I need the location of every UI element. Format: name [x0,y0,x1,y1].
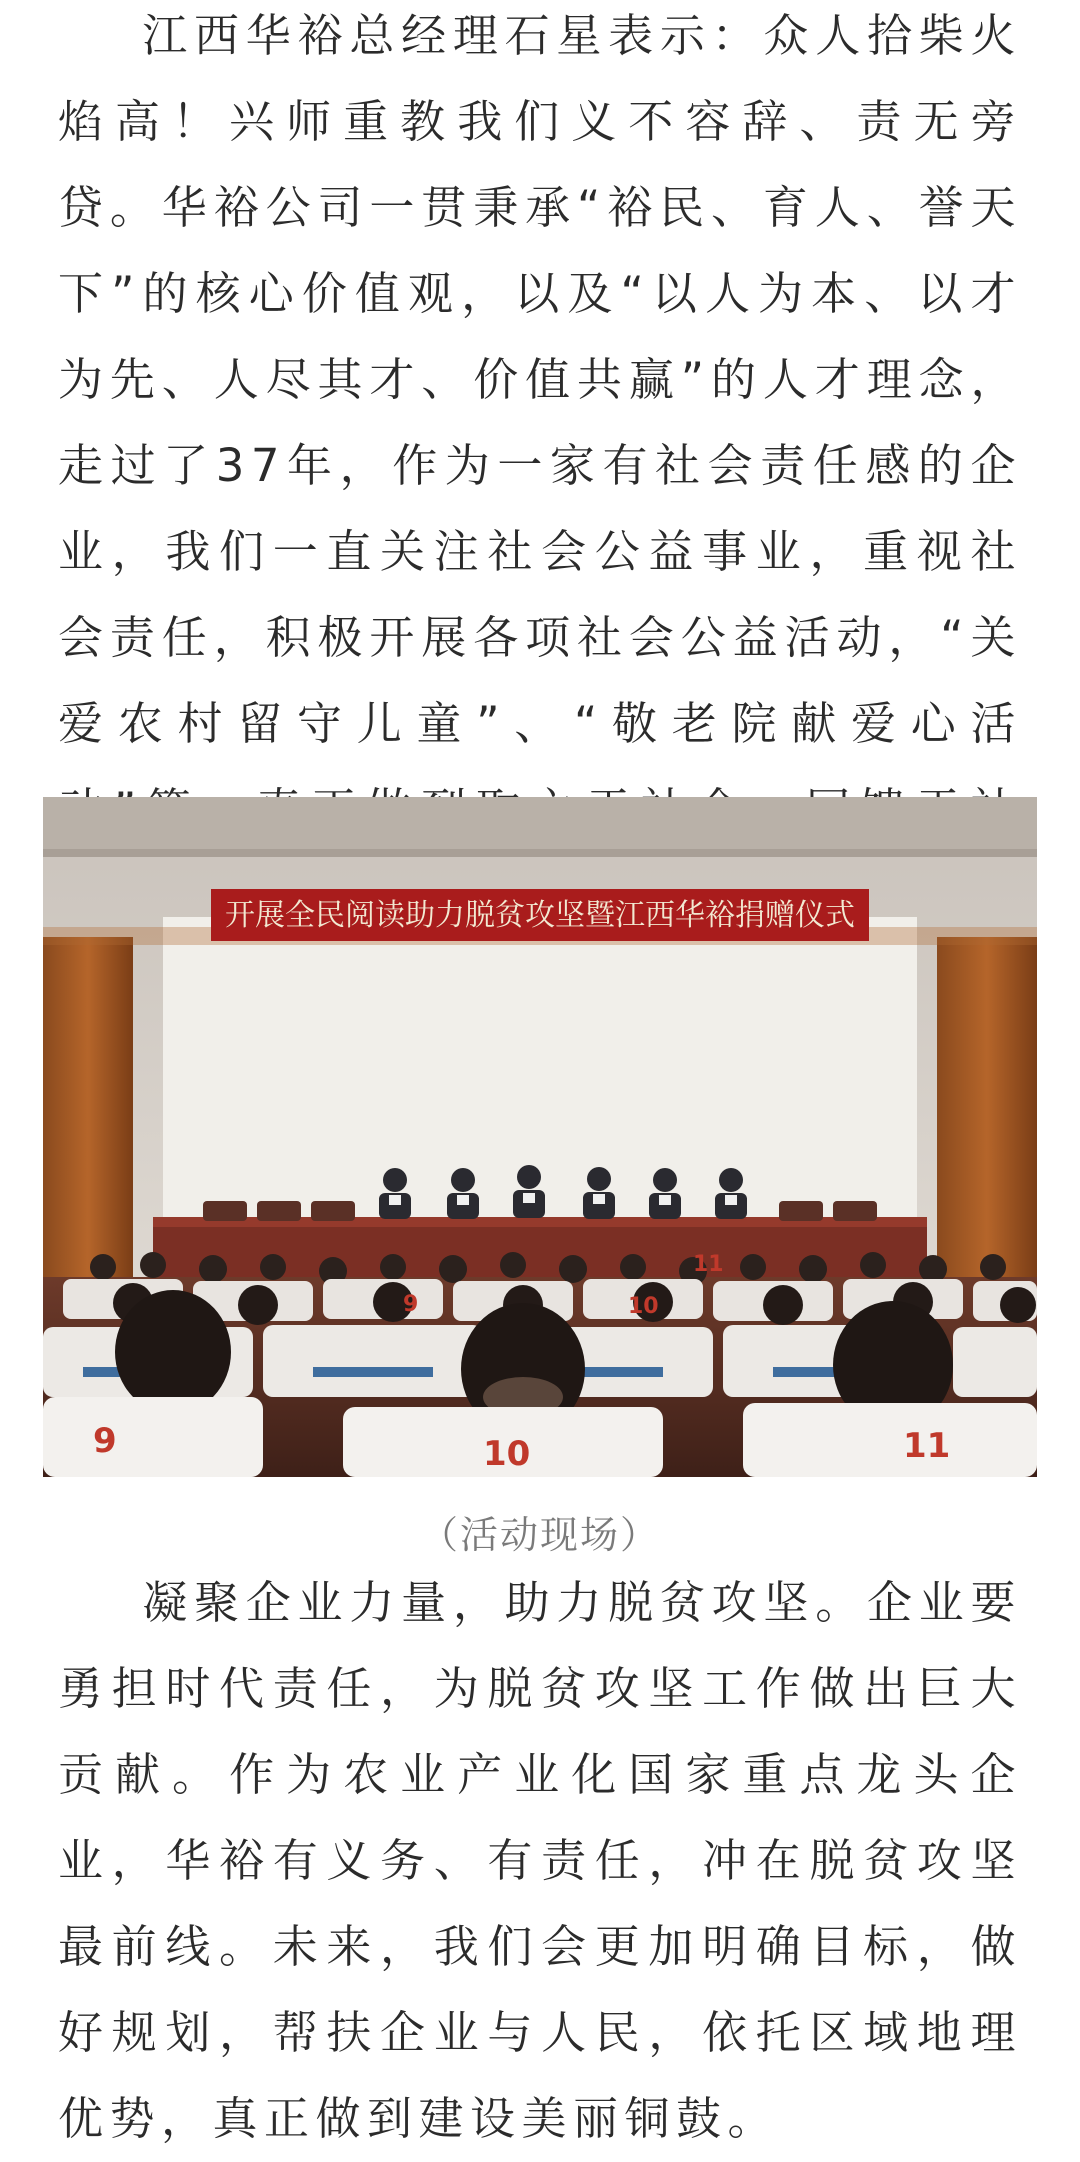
paragraph-2-text: 凝聚企业力量，助力脱贫攻坚。企业要勇担时代责任，为脱贫攻坚工作做出巨大贡献。作为农业产业化国家重点龙头企业，华裕有义务、有责任，冲在脱贫攻坚最前线。未来，我们会更加明确目标，做好规划，帮扶企业与人民，依托区域地理优势，真正做到建设美丽铜鼓。 [58,1576,1022,2145]
seat-number-10-far: 10 [628,1294,659,1319]
seat-number-10: 10 [483,1434,531,1474]
seat-number-11: 11 [903,1426,951,1466]
seat-number-9-far: 9 [403,1292,419,1317]
paragraph-1-text: 江西华裕总经理石星表示：众人拾柴火焰高！兴师重教我们义不容辞、责无旁贷。华裕公司一贯秉承“裕民、育人、誉天下”的核心价值观，以及“以人为本、以才为先、人尽其才、价值共赢”的人才理念，走过了37年，作为一家有社会责任感的企业，我们一直关注社会公益事业，重视社会责任，积极开展各项社会公益活动，“关爱农村留守儿童”、“敬老院献爱心活 [58,9,1022,750]
event-photo [43,797,1037,1477]
photo-caption: （活动现场） [419,1513,660,1557]
banner-text: 开展全民阅读助力脱贫攻坚暨江西华裕捐赠仪式 [225,898,855,933]
seat-number-9: 9 [93,1421,117,1461]
article-paragraph-2 [58,1560,1022,2162]
seat-number-11-far: 11 [693,1252,724,1277]
